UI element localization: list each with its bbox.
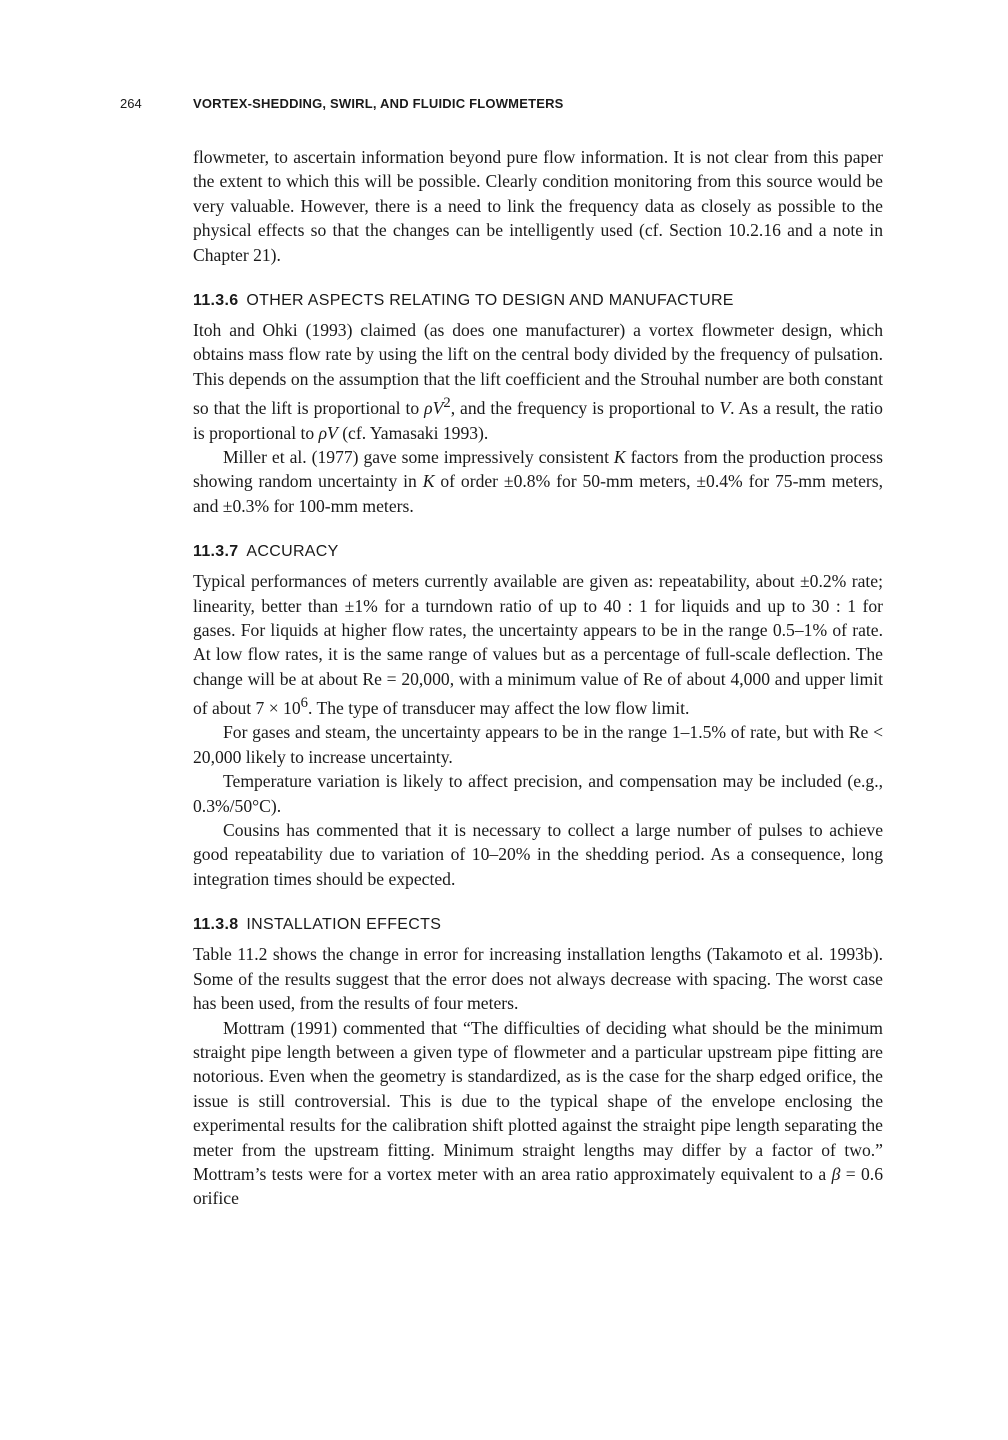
- page-number: 264: [120, 96, 142, 111]
- section-title: INSTALLATION EFFECTS: [246, 916, 442, 934]
- text-run: = 0.6 orifice: [193, 1163, 883, 1209]
- paragraph: [193, 318, 883, 445]
- paragraph: Table 11.2 shows the change in error for increasing installation lengths (Takamoto et al. 1993b). Some of the results suggest that the error does not always decrease with spacing. The worst case has been used, from the results of four meters.: [193, 944, 883, 1014]
- text-run: Typical performances of meters currently available are given as: repeatability, about ±0.2% rate; linearity, better than ±1% for a turndown ratio of up to 40 : 1 for liquids and up to 30 : 1 for gases. For liquids at higher flow rates, the uncertainty appears to be in the range 0.5–1% of rate. At low flow rates, it is the same range of values but as a percentage of full-scale deflection. The change will be at about Re = 20,000, with a minimum value of Re of about 4,000 and upper limit of about 7 × 10: [193, 571, 883, 719]
- text-run: , and the frequency is proportional to: [450, 398, 720, 419]
- section-number: 11.3.7: [193, 543, 239, 561]
- page-body: [193, 145, 883, 1211]
- text-run: . As a result, the ratio is proportional to: [193, 398, 883, 443]
- text-run: (cf. Yamasaki 1993).: [337, 422, 489, 443]
- section-heading-11-3-8: [193, 913, 883, 937]
- text-run: factors from the production process showing random uncertainty in: [193, 446, 883, 492]
- section-number: 11.3.6: [193, 292, 239, 310]
- page-header: [120, 96, 900, 116]
- section-number: 11.3.8: [193, 916, 239, 934]
- section-title: OTHER ASPECTS RELATING TO DESIGN AND MANUFACTURE: [246, 292, 734, 310]
- text-run: Mottram (1991) commented that “The difficulties of deciding what should be the minimum straight pipe length between a given type of flowmeter and a particular upstream pipe fitting are notorious. Even when the geometry is standardized, as is the case for the sharp edged orifice, the issue is still controversial. This is due to the typical shape of the envelope enclosing the experimental results for the calibration shift plotted against the straight pipe length separating the meter from the upstream fitting. Minimum straight lengths may differ by a factor of two.” Mottram’s tests were for a vortex meter with an area ratio approximately equivalent to a: [193, 1017, 883, 1184]
- text-run: Itoh and Ohki (1993) claimed (as does one manufacturer) a vortex flowmeter design, which obtains mass flow rate by using the lift on the central body divided by the frequency of pulsation. This depends on the assumption that the lift coefficient and the Strouhal number are both constant so that the lift is proportional to: [193, 320, 883, 419]
- intro-paragraph: flowmeter, to ascertain information beyond pure flow information. It is not clear from this paper the extent to which this will be possible. Clearly condition monitoring from this source would be very valuable. However, there is a need to link the frequency data as closely as possible to the physical effects so that the changes can be intelligently used (cf. Section 10.2.16 and a note in Chapter 21).: [193, 147, 883, 265]
- paragraph: Temperature variation is likely to affect precision, and compensation may be included (e.g., 0.3%/50°C).: [193, 771, 883, 816]
- superscript: 6: [300, 695, 308, 712]
- paragraph: [193, 1016, 883, 1211]
- paragraph: For gases and steam, the uncertainty appears to be in the range 1–1.5% of rate, but with Re < 20,000 likely to increase uncertainty.: [193, 722, 883, 767]
- section-title: ACCURACY: [246, 543, 339, 561]
- math-rho-v: ρV: [318, 422, 338, 443]
- superscript: 2: [443, 395, 451, 412]
- text-run: of order ±0.8% for 50-mm meters, ±0.4% for 75-mm meters, and ±0.3% for 100-mm meters.: [193, 471, 883, 516]
- paragraph: [193, 445, 883, 518]
- math-beta: β: [831, 1163, 841, 1184]
- section-heading-11-3-6: [193, 289, 883, 313]
- paragraph: [193, 569, 883, 720]
- section-heading-11-3-7: [193, 540, 883, 564]
- text-run: . The type of transducer may affect the low flow limit.: [307, 698, 690, 719]
- math-rho-v: ρV: [424, 398, 444, 419]
- math-k: K: [422, 471, 435, 492]
- text-run: Miller et al. (1977) gave some impressively consistent: [223, 446, 614, 467]
- math-v: V: [719, 398, 731, 419]
- running-title: VORTEX-SHEDDING, SWIRL, AND FLUIDIC FLOWMETERS: [193, 96, 564, 111]
- math-k: K: [613, 446, 626, 467]
- paragraph: Cousins has commented that it is necessary to collect a large number of pulses to achieve good repeatability due to variation of 10–20% in the shedding period. As a consequence, long integration times should be expected.: [193, 820, 883, 889]
